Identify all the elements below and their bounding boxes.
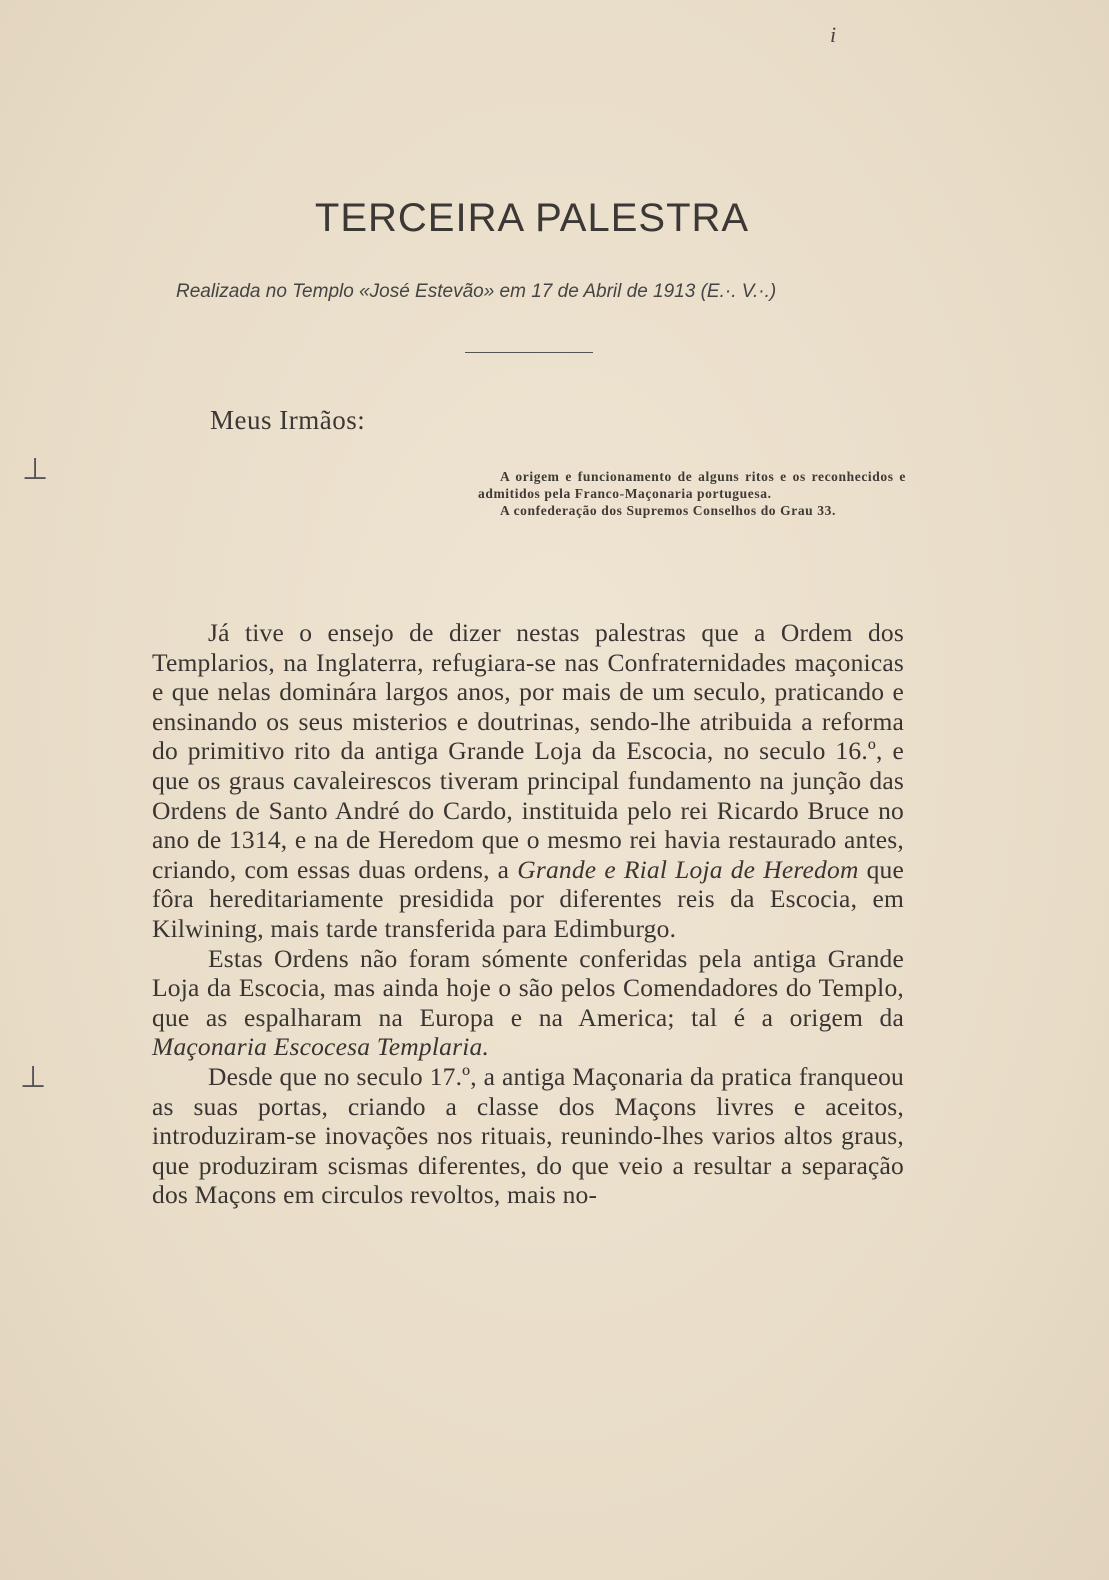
section-divider: [465, 352, 593, 353]
margin-annotation-mark: ⊥: [20, 1061, 47, 1094]
salutation: Meus Irmãos:: [210, 405, 366, 435]
body-text: [152, 618, 904, 1210]
page-corner-mark: i: [830, 22, 837, 47]
body-paragraph: Desde que no seculo 17.º, a antiga Maçonaria da pratica franqueou as suas portas, criando a classe dos Maçons livres e aceitos, introduziram-se inovações nos rituais, reunindo-lhes varios altos graus, que produziram scismas diferentes, do que veio a resultar a separação dos Maçons em circulos revoltos, mais no-: [152, 1061, 904, 1210]
summary-paragraph: A confederação dos Supremos Conselhos do Grau 33.: [500, 503, 836, 518]
body-paragraph: [152, 944, 904, 1062]
italic-term: Maçonaria Escocesa Templaria.: [152, 1032, 490, 1062]
margin-annotation-mark: ⊥: [22, 453, 49, 486]
page-subtitle: Realizada no Templo «José Estevão» em 17 de Abril de 1913 (E.·. V.·.): [176, 281, 777, 302]
body-text-run: que fôra hereditariamente presidida por diferentes reis da Escocia, em Kilwining, mais tarde transferida para Edimburgo.: [152, 854, 904, 943]
body-paragraph: [152, 618, 904, 944]
body-text-run: Já tive o ensejo de dizer nestas palestras que a Ordem dos Templarios, na Inglaterra, refugiara-se nas Confraternidades maçonicas e que nelas dominára largos anos, por mais de um seculo, praticando e ensinando os seus misterios e doutrinas, sendo-lhe atribuida a reforma do primitivo rito da antiga Grande Loja da Escocia, no seculo 16.º, e que os graus cavaleirescos tiveram principal fundamento na junção das Ordens de Santo André do Cardo, instituida pelo rei Ricardo Bruce no ano de 1314, e na de Heredom que o mesmo rei havia restaurado antes, criando, com essas duas ordens, a: [152, 618, 904, 884]
chapter-summary: [478, 468, 906, 519]
summary-paragraph: A origem e funcionamento de alguns ritos e os reconhecidos e admitidos pela Franco-Maçonaria portuguesa.: [478, 469, 906, 501]
page-title: TERCEIRA PALESTRA: [314, 196, 750, 240]
italic-term: Grande e Rial Loja de Heredom: [517, 854, 859, 884]
body-text-run: Estas Ordens não foram sómente conferidas pela antiga Grande Loja da Escocia, mas ainda hoje o são pelos Comendadores do Templo, que as espalharam na Europa e na America; tal é a origem da: [152, 943, 904, 1032]
